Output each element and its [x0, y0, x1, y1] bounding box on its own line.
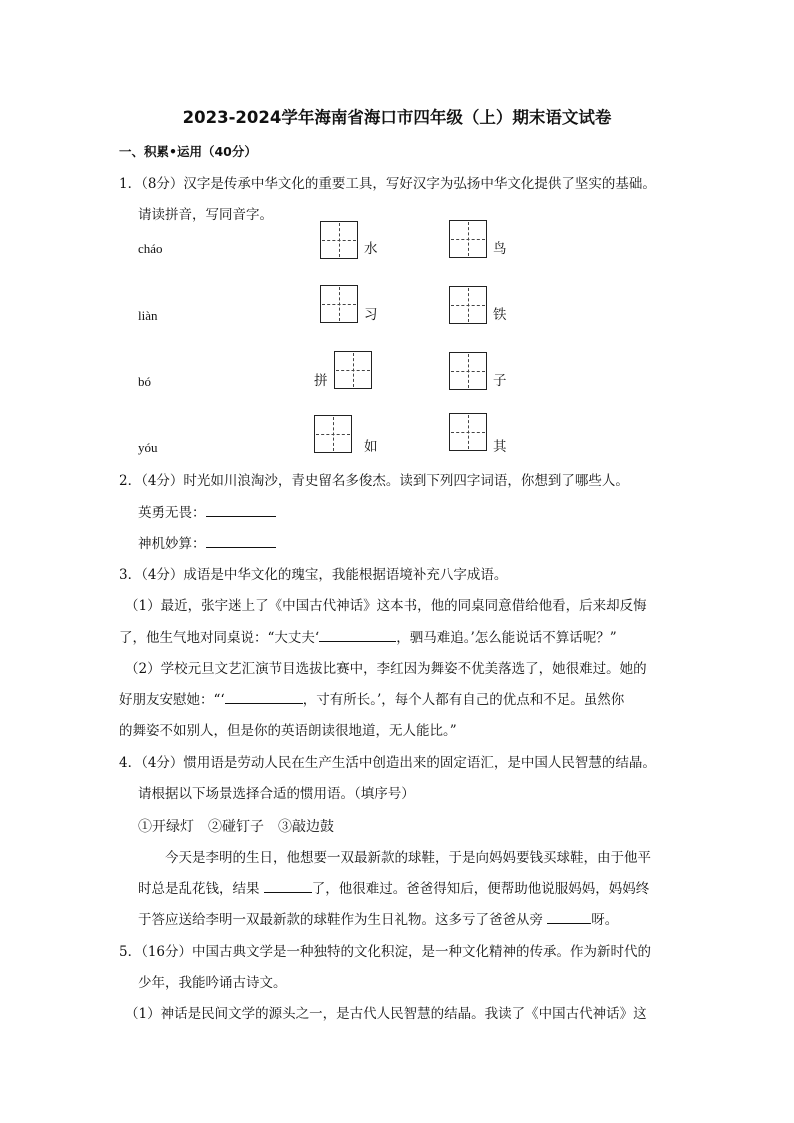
q2-item: [138, 507, 276, 521]
q5-prompt: 5．（16分）中国古典文学是一种独特的文化积淀，是一种文化精神的传承。作为新时代的: [119, 944, 652, 960]
pinyin-chao: cháo: [138, 241, 163, 256]
pinyin-bo: bó: [138, 374, 151, 389]
q4-paragraph: [138, 914, 618, 928]
writing-box[interactable]: [449, 352, 487, 390]
pinyin-you: yóu: [138, 440, 158, 455]
pinyin-lian: liàn: [138, 308, 158, 323]
q2-item-label: 神机妙算：: [138, 536, 206, 552]
writing-box[interactable]: [449, 413, 487, 451]
q4-options: ①开绿灯 ②碰钉子 ③敲边鼓: [138, 819, 334, 835]
text-run: 呀。: [591, 912, 619, 928]
q2-item: [138, 538, 276, 552]
q3-prompt: 3．（4分）成语是中华文化的瑰宝，我能根据语境补充八字成语。: [119, 567, 508, 583]
q5-prompt: 少年，我能吟诵古诗文。: [138, 975, 287, 991]
text-run: ，驷马难追。’怎么能说话不算话呢？”: [396, 630, 617, 646]
char-suffix: 水: [364, 241, 378, 257]
writing-box[interactable]: [449, 220, 487, 258]
text-run: 时总是乱花钱，结果: [138, 881, 264, 897]
char-suffix: 如: [364, 439, 378, 455]
q1-instruction: 请读拼音，写同音字。: [138, 207, 273, 223]
q4-instruction: 请根据以下场景选择合适的惯用语。（填序号）: [138, 786, 415, 802]
q5-subquestion: （1）神话是民间文学的源头之一，是古代人民智慧的结晶。我读了《中国古代神话》这: [125, 1006, 647, 1022]
answer-blank[interactable]: [547, 923, 591, 924]
char-prefix: 拼: [314, 373, 328, 389]
q4-prompt: 4．（4分）惯用语是劳动人民在生产生活中创造出来的固定语汇，是中国人民智慧的结晶。: [119, 755, 656, 771]
q3-paragraph: [119, 694, 624, 708]
answer-blank[interactable]: [319, 641, 396, 642]
writing-box[interactable]: [449, 286, 487, 324]
char-suffix: 鸟: [493, 241, 507, 257]
page-title: 2023-2024学年海南省海口市四年级（上）期末语文试卷: [182, 108, 612, 127]
answer-blank[interactable]: [206, 516, 276, 517]
answer-blank[interactable]: [206, 547, 276, 548]
q3-paragraph: （1）最近，张宇迷上了《中国古代神话》这本书，他的同桌同意借给他看，后来却反悔: [125, 598, 647, 614]
text-run: 好朋友安慰她：“‘: [119, 692, 225, 708]
text-run: 了，他生气地对同桌说：“大丈夫‘: [119, 630, 320, 646]
writing-box[interactable]: [314, 415, 352, 453]
q4-paragraph: [138, 883, 649, 897]
q3-paragraph: （2）学校元旦文艺汇演节目选拔比赛中，李红因为舞姿不优美落选了，她很难过。她的: [125, 661, 647, 677]
char-suffix: 子: [493, 373, 507, 389]
text-run: 了，他很难过。爸爸得知后，便帮助他说服妈妈，妈妈终: [311, 881, 650, 897]
answer-blank[interactable]: [225, 703, 303, 704]
q3-paragraph: 的舞姿不如别人，但是你的英语朗读很地道，无人能比。”: [119, 723, 457, 739]
q1-prompt: 1．（8分）汉字是传承中华文化的重要工具，写好汉字为弘扬中华文化提供了坚实的基础。: [119, 176, 656, 192]
writing-box[interactable]: [320, 221, 358, 259]
char-suffix: 铁: [493, 307, 507, 323]
q3-paragraph: [119, 632, 617, 646]
q4-paragraph: 今天是李明的生日，他想要一双最新款的球鞋，于是向妈妈要钱买球鞋，由于他平: [165, 850, 651, 866]
text-run: ，寸有所长。’，每个人都有自己的优点和不足。虽然你: [302, 692, 625, 708]
writing-box[interactable]: [334, 351, 372, 389]
text-run: 于答应送给李明一双最新款的球鞋作为生日礼物。这多亏了爸爸从旁: [138, 912, 548, 928]
char-suffix: 习: [364, 307, 378, 323]
q2-prompt: 2．（4分）时光如川浪淘沙，青史留名多俊杰。读到下列四字词语，你想到了哪些人。: [119, 473, 629, 489]
writing-box[interactable]: [320, 285, 358, 323]
answer-blank[interactable]: [264, 892, 312, 893]
section-heading: 一、积累•运用（40分）: [119, 144, 257, 159]
q2-item-label: 英勇无畏：: [138, 505, 206, 521]
char-suffix: 其: [493, 439, 507, 455]
